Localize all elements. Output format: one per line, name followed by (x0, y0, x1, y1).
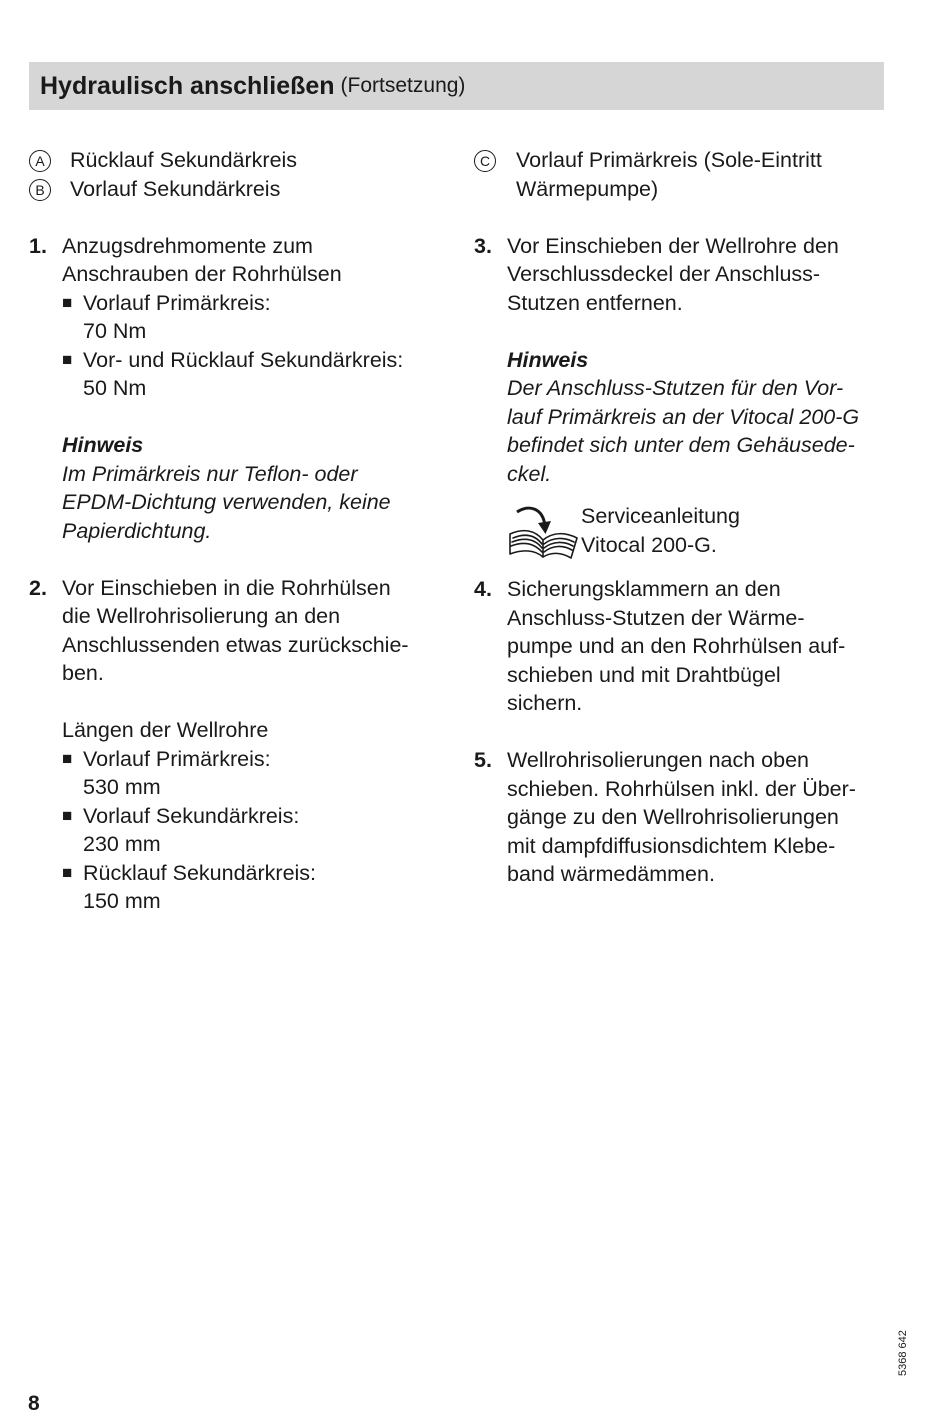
list-item (62, 289, 449, 346)
note-line: ckel. (507, 461, 552, 486)
list-item (62, 346, 449, 403)
step-number: 5. (474, 748, 492, 772)
left-column (29, 146, 449, 916)
step-text-line: Verschlussdeckel der Anschluss- (507, 262, 821, 286)
legend-key-a: A (29, 150, 51, 172)
service-manual-reference (507, 502, 894, 560)
step-text-line: schieben. Rohrhülsen inkl. der Über- (507, 776, 856, 801)
note-title: Hinweis (507, 347, 589, 372)
legend-text-b: Vorlauf Sekundärkreis (70, 176, 281, 201)
bullet-value: 70 Nm (83, 319, 147, 343)
note-line: Im Primärkreis nur Teflon- oder (62, 461, 358, 486)
step-text-line: Anschrauben der Rohrhülsen (62, 262, 342, 286)
reference-line: Vitocal 200-G. (581, 532, 717, 557)
step-3 (474, 232, 894, 561)
step-text-line: Sicherungsklammern an den (507, 577, 781, 601)
note-line: lauf Primärkreis an der Vitocal 200-G (507, 404, 860, 429)
step-text-line: Wellrohrisolierungen nach oben (507, 748, 809, 772)
bullet-square-icon: ■ (62, 805, 73, 825)
step-number: 2. (29, 575, 47, 600)
bullet-label: Vor- und Rücklauf Sekundärkreis: (83, 347, 404, 372)
step-text-line: die Wellrohrisolierung an den (62, 604, 341, 628)
list-item (62, 802, 449, 859)
bullet-value: 230 mm (83, 832, 161, 856)
step-number: 4. (474, 577, 492, 601)
section-subtitle: (Fortsetzung) (340, 73, 466, 97)
bullet-square-icon: ■ (62, 349, 73, 369)
legend-text-c-line: Wärmepumpe) (516, 176, 659, 201)
step-text-line: Vor Einschieben in die Rohrhülsen (62, 575, 391, 600)
step-text-line: Anschluss-Stutzen der Wärme- (507, 605, 805, 630)
right-column (474, 146, 894, 889)
list-item (62, 745, 449, 802)
bullet-value: 150 mm (83, 889, 161, 913)
legend-key-b: B (29, 179, 51, 201)
legend-text-c-line: Vorlauf Primärkreis (Sole-Eintritt (516, 148, 822, 172)
bullet-square-icon: ■ (62, 748, 73, 768)
bullet-square-icon: ■ (62, 862, 73, 882)
list-subheading: Längen der Wellrohre (62, 718, 269, 742)
note-line: EPDM-Dichtung verwenden, keine (62, 490, 391, 514)
legend-key-c: C (474, 150, 496, 172)
step-text-line: gänge zu den Wellrohrisolierungen (507, 805, 839, 829)
step-text-line: Anschlussenden etwas zurückschie- (62, 632, 409, 657)
step-text-line: mit dampfdiffusionsdichtem Klebe- (507, 833, 836, 858)
bullet-label: Rücklauf Sekundärkreis: (83, 860, 317, 885)
step-text-line: ben. (62, 661, 104, 685)
step-text-line: band wärmedämmen. (507, 862, 715, 886)
note-line: befindet sich unter dem Gehäusede- (507, 433, 855, 457)
note-line: Der Anschluss-Stutzen für den Vor- (507, 376, 844, 400)
note-line: Papierdichtung. (62, 518, 212, 543)
legend-item-c (474, 146, 894, 203)
bullet-label: Vorlauf Primärkreis: (83, 746, 271, 771)
bullet-value: 530 mm (83, 775, 161, 799)
list-item (62, 859, 449, 916)
step-number: 3. (474, 233, 492, 258)
service-manual-book-icon (507, 504, 579, 560)
step-text-line: pumpe und an den Rohrhülsen auf- (507, 634, 846, 658)
step-text-line: sichern. (507, 691, 583, 715)
note-title: Hinweis (62, 433, 144, 457)
step-number: 1. (29, 233, 47, 258)
bullet-label: Vorlauf Primärkreis: (83, 290, 271, 315)
step-text-line: Vor Einschieben der Wellrohre den (507, 233, 839, 258)
legend-item-b (29, 175, 449, 204)
page-number: 8 (28, 1392, 40, 1415)
section-header (29, 62, 884, 110)
step-5 (474, 746, 894, 889)
step-4 (474, 575, 894, 718)
reference-line: Serviceanleitung (581, 504, 740, 528)
step-text-line: Anzugsdrehmomente zum (62, 233, 313, 258)
bullet-value: 50 Nm (83, 376, 147, 400)
legend-text-a: Rücklauf Sekundärkreis (70, 148, 298, 172)
legend-item-a (29, 146, 449, 175)
document-code: 5368 642 (897, 1330, 909, 1376)
step-text-line: Stutzen entfernen. (507, 290, 683, 315)
bullet-square-icon: ■ (62, 292, 73, 312)
step-text-line: schieben und mit Drahtbügel (507, 662, 781, 687)
step-1 (29, 232, 449, 546)
section-title: Hydraulisch anschließen (40, 71, 335, 100)
step-2 (29, 574, 449, 916)
bullet-label: Vorlauf Sekundärkreis: (83, 803, 300, 828)
